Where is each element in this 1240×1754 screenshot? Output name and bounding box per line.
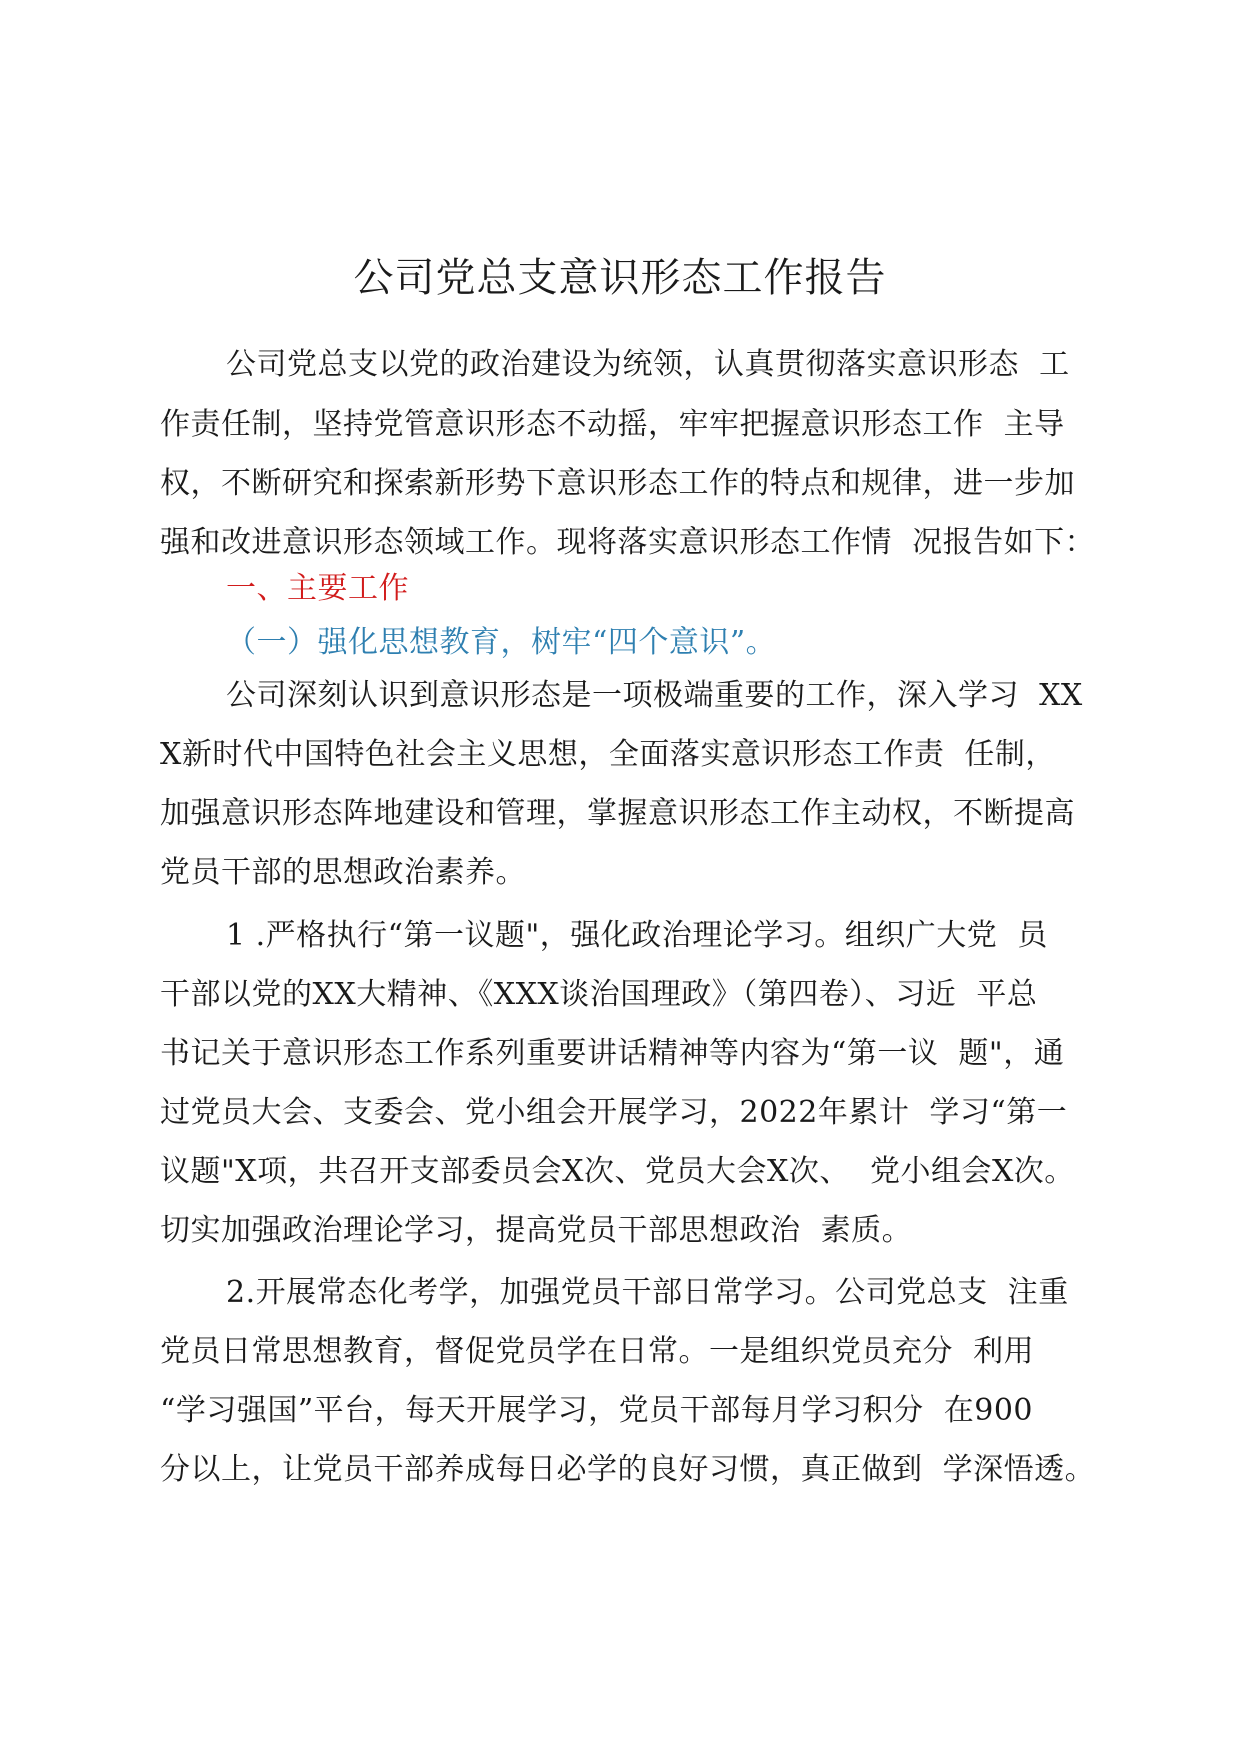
section-heading-main-work: 一、主要工作 [226,571,409,606]
para3-line-4: 分以上，让党员干部养成每日必学的良好习惯，真正做到 学深悟透。 [160,1452,1096,1487]
para1-line-4: 党员干部的思想政治素养。 [160,855,526,890]
para3-line-3: “学习强国”平台，每天开展学习，党员干部每月学习积分 在900 [160,1393,1034,1428]
para1-line-2: X新时代中国特色社会主义思想，全面落实意识形态工作责 任制， [160,737,1056,772]
para2-line-5: 议题"X项，共召开支部委员会X次、党员大会X次、 党小组会X次。 [160,1154,1075,1189]
para2-line-6: 切实加强政治理论学习，提高党员干部思想政治 素质。 [160,1213,913,1248]
intro-line-3: 权，不断研究和探索新形势下意识形态工作的特点和规律，进一步加 [160,466,1075,501]
para2-line-4: 过党员大会、支委会、党小组会开展学习，2022年累计 学习“第一 [160,1095,1068,1130]
intro-line-2: 作责任制，坚持党管意识形态不动摇，牢牢把握意识形态工作 主导 [160,407,1065,442]
document-title: 公司党总支意识形态工作报告 [353,255,887,301]
para2-line-2: 干部以党的XX大精神、《XXX谈治国理政》（第四卷）、习近 平总 [160,977,1038,1012]
intro-line-1: 公司党总支以党的政治建设为统领，认真贯彻落实意识形态 工 [226,347,1070,382]
para3-line-1: 2.开展常态化考学，加强党员干部日常学习。公司党总支 注重 [226,1275,1069,1310]
para1-line-1: 公司深刻认识到意识形态是一项极端重要的工作，深入学习 XX [226,678,1083,713]
para2-line-3: 书记关于意识形态工作系列重要讲话精神等内容为“第一议 题"，通 [160,1036,1065,1071]
intro-line-4: 强和改进意识形态领域工作。现将落实意识形态工作情 况报告如下： [160,525,1096,560]
para1-line-3: 加强意识形态阵地建设和管理，掌握意识形态工作主动权，不断提高 [160,796,1075,831]
subsection-heading-education: （一）强化思想教育，树牢“四个意识”。 [226,625,777,660]
para2-line-1: 1 .严格执行“第一议题"，强化政治理论学习。组织广大党 员 [226,918,1048,953]
para3-line-2: 党员日常思想教育，督促党员学在日常。一是组织党员充分 利用 [160,1334,1035,1369]
